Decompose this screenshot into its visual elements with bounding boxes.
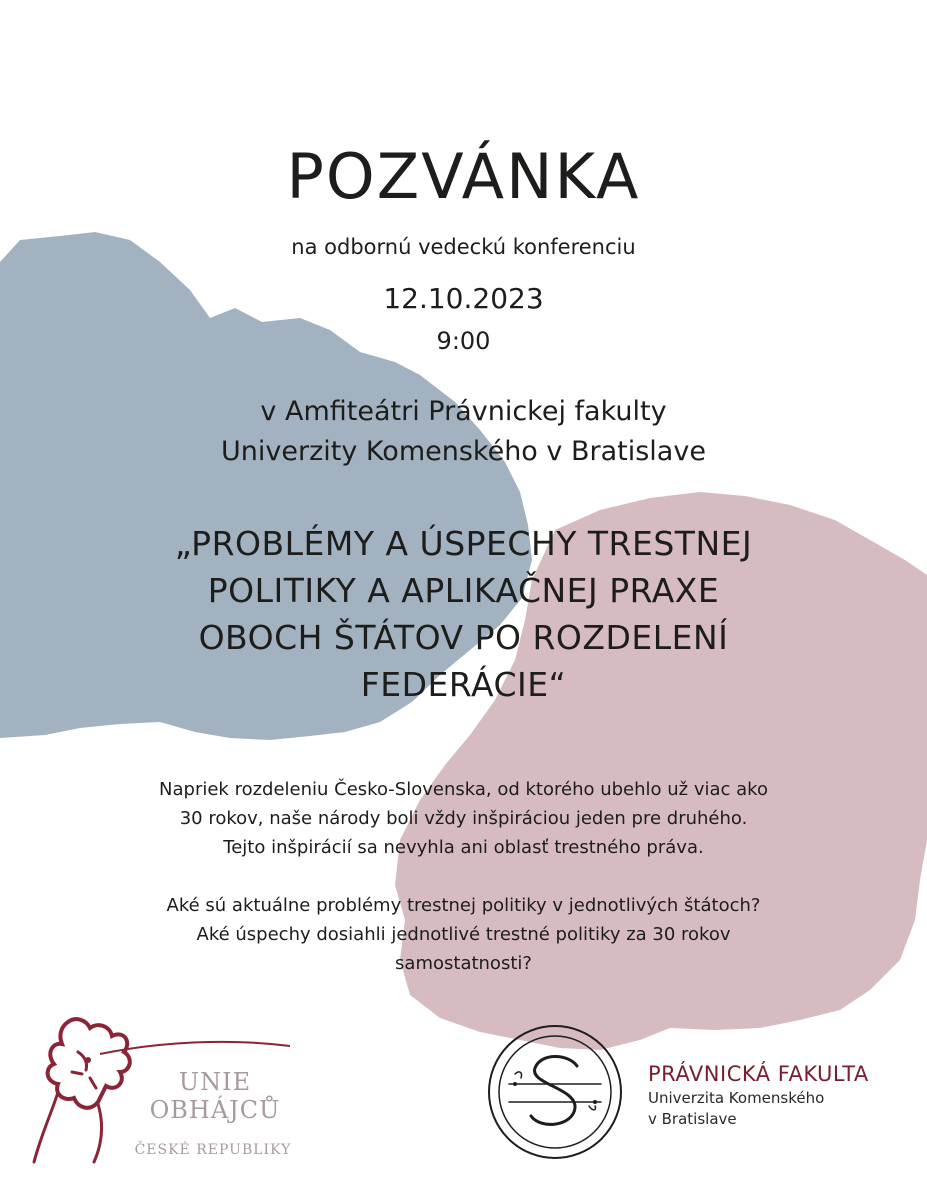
theme-line-3: OBOCH ŠTÁTOV PO ROZDELENÍ xyxy=(198,618,729,657)
event-time: 9:00 xyxy=(436,327,491,355)
description xyxy=(0,775,927,1007)
venue-line-2: Univerzity Komenského v Bratislave xyxy=(221,436,706,467)
faculty-university: Univerzita Komenského xyxy=(648,1089,825,1107)
faculty-logo-text xyxy=(648,1062,869,1128)
unie-line-3: ČESKÉ REPUBLIKY xyxy=(134,1142,292,1158)
seal-icon xyxy=(485,1022,625,1162)
theme-line-1: „PROBLÉMY A ÚSPECHY TRESTNEJ xyxy=(174,524,753,563)
faculty-name: PRÁVNICKÁ FAKULTA xyxy=(648,1062,869,1086)
subtitle: na odbornú vedeckú konferenciu xyxy=(291,235,636,259)
paragraph-2-line-3: samostatnosti? xyxy=(395,953,532,974)
unie-line-1: UNIE xyxy=(178,1068,252,1096)
theme-line-4: FEDERÁCIE“ xyxy=(360,665,567,704)
venue xyxy=(0,392,927,472)
theme-line-2: POLITIKY A APLIKAČNEJ PRAXE xyxy=(207,571,720,610)
conference-theme xyxy=(0,520,927,708)
event-date: 12.10.2023 xyxy=(383,282,544,315)
faculty-city: v Bratislave xyxy=(648,1110,737,1128)
paragraph-2-line-2: Aké úspechy dosiahli jednotlivé trestné politiky za 30 rokov xyxy=(196,924,731,945)
paragraph-1 xyxy=(0,775,927,862)
paragraph-2-line-1: Aké sú aktuálne problémy trestnej politiky v jednotlivých štátoch? xyxy=(166,895,761,916)
paragraph-1-line-1: Napriek rozdeleniu Česko-Slovenska, od ktorého ubehlo už viac ako xyxy=(159,779,768,800)
page-title: POZVÁNKA xyxy=(286,140,641,213)
venue-line-1: v Amfiteátri Právnickej fakulty xyxy=(260,396,667,427)
paragraph-2 xyxy=(0,891,927,978)
paragraph-1-line-3: Tejto inšpirácií sa nevyhla ani oblasť trestného práva. xyxy=(223,837,704,858)
unie-line-2: OBHÁJCŮ xyxy=(149,1096,281,1124)
paragraph-1-line-2: 30 rokov, naše národy boli vždy inšpiráciou jeden pre druhého. xyxy=(179,808,748,829)
